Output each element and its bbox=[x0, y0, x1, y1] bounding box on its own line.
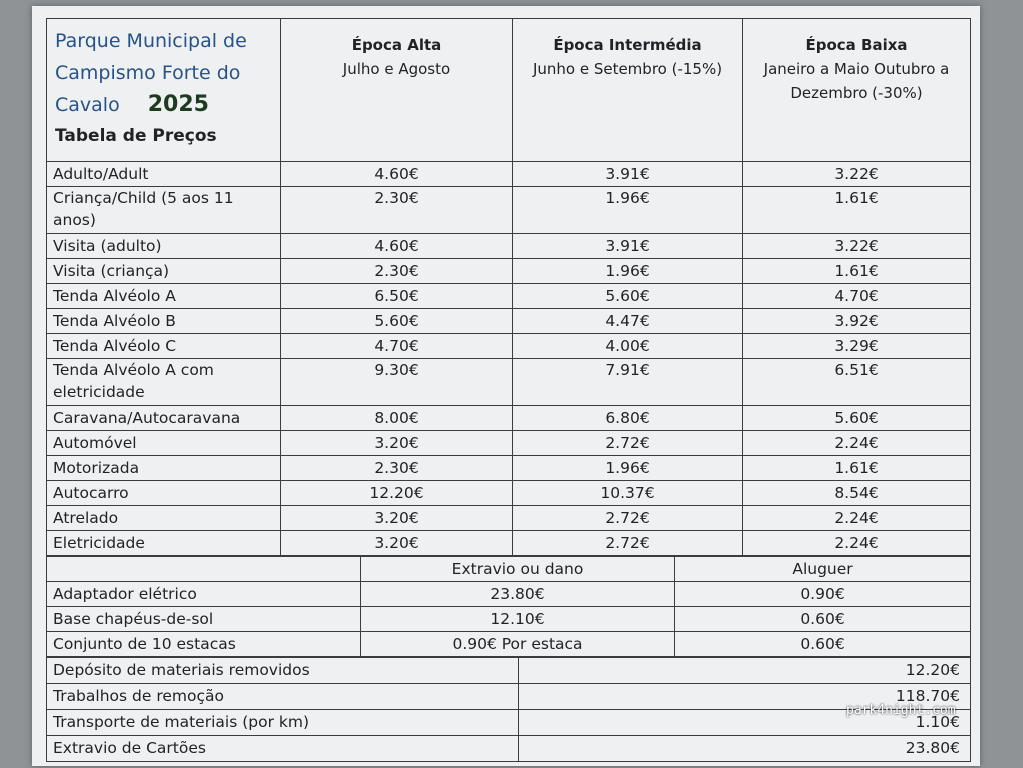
price-alta: 9.30€ bbox=[281, 359, 513, 406]
price-baixa: 3.22€ bbox=[743, 234, 971, 259]
loss-price: 0.90€ Por estaca bbox=[361, 632, 675, 657]
fee-price: 23.80€ bbox=[519, 736, 971, 762]
fee-rows bbox=[47, 658, 971, 762]
rent-price: 0.60€ bbox=[675, 607, 971, 632]
price-baixa: 3.92€ bbox=[743, 309, 971, 334]
item-label: Tenda Alvéolo C bbox=[47, 334, 281, 359]
item-label: Tenda Alvéolo A bbox=[47, 284, 281, 309]
item-label: Adaptador elétrico bbox=[47, 582, 361, 607]
season-name: Época Baixa bbox=[805, 36, 908, 54]
item-label: Automóvel bbox=[47, 431, 281, 456]
price-intermedia: 7.91€ bbox=[513, 359, 743, 406]
item-label: Autocarro bbox=[47, 481, 281, 506]
price-baixa: 2.24€ bbox=[743, 531, 971, 556]
item-label: Visita (adulto) bbox=[47, 234, 281, 259]
table-header-row bbox=[47, 19, 971, 162]
season-header-intermedia bbox=[513, 19, 743, 162]
price-intermedia: 2.72€ bbox=[513, 531, 743, 556]
table-row bbox=[47, 162, 971, 187]
rent-price: 0.60€ bbox=[675, 632, 971, 657]
season-header-baixa bbox=[743, 19, 971, 162]
price-intermedia: 1.96€ bbox=[513, 259, 743, 284]
item-label: Conjunto de 10 estacas bbox=[47, 632, 361, 657]
item-label: Caravana/Autocaravana bbox=[47, 406, 281, 431]
table-row bbox=[47, 406, 971, 431]
price-rows bbox=[47, 162, 971, 556]
price-alta: 3.20€ bbox=[281, 531, 513, 556]
item-label: Depósito de materiais removidos bbox=[47, 658, 519, 684]
price-baixa: 2.24€ bbox=[743, 506, 971, 531]
price-alta: 12.20€ bbox=[281, 481, 513, 506]
table-row bbox=[47, 632, 971, 657]
table-row bbox=[47, 456, 971, 481]
park-name-line-2: Campismo Forte do bbox=[55, 62, 241, 84]
season-header-alta bbox=[281, 19, 513, 162]
price-alta: 5.60€ bbox=[281, 309, 513, 334]
price-alta: 4.60€ bbox=[281, 162, 513, 187]
price-baixa: 6.51€ bbox=[743, 359, 971, 406]
price-baixa: 3.29€ bbox=[743, 334, 971, 359]
price-intermedia: 4.47€ bbox=[513, 309, 743, 334]
price-baixa: 5.60€ bbox=[743, 406, 971, 431]
loss-price: 12.10€ bbox=[361, 607, 675, 632]
rental-header-blank bbox=[47, 557, 361, 582]
table-row bbox=[47, 234, 971, 259]
season-detail: Junho e Setembro (-15%) bbox=[532, 60, 723, 78]
rental-rows bbox=[47, 582, 971, 657]
price-alta: 4.60€ bbox=[281, 234, 513, 259]
price-table-area bbox=[46, 18, 970, 762]
price-intermedia: 2.72€ bbox=[513, 506, 743, 531]
table-row bbox=[47, 658, 971, 684]
price-baixa: 2.24€ bbox=[743, 431, 971, 456]
price-alta: 8.00€ bbox=[281, 406, 513, 431]
price-baixa: 3.22€ bbox=[743, 162, 971, 187]
price-baixa: 1.61€ bbox=[743, 259, 971, 284]
price-table-subtitle: Tabela de Preços bbox=[55, 126, 217, 146]
price-alta: 4.70€ bbox=[281, 334, 513, 359]
price-intermedia: 1.96€ bbox=[513, 187, 743, 234]
price-intermedia: 5.60€ bbox=[513, 284, 743, 309]
season-detail: Julho e Agosto bbox=[342, 60, 451, 78]
rent-header: Aluguer bbox=[675, 557, 971, 582]
rental-table bbox=[46, 556, 971, 657]
price-intermedia: 2.72€ bbox=[513, 431, 743, 456]
fee-price: 1.10€ bbox=[519, 710, 971, 736]
fee-price: 12.20€ bbox=[519, 658, 971, 684]
table-row bbox=[47, 187, 971, 234]
price-alta: 3.20€ bbox=[281, 506, 513, 531]
watermark: park4night.com bbox=[846, 703, 956, 718]
season-name: Época Alta bbox=[351, 36, 442, 54]
item-label: Tenda Alvéolo A com eletricidade bbox=[47, 359, 281, 406]
item-label: Motorizada bbox=[47, 456, 281, 481]
item-label: Visita (criança) bbox=[47, 259, 281, 284]
table-row bbox=[47, 607, 971, 632]
season-detail: Janeiro a Maio Outubro a Dezembro (-30%) bbox=[763, 60, 950, 102]
table-row bbox=[47, 309, 971, 334]
table-row bbox=[47, 736, 971, 762]
table-row bbox=[47, 531, 971, 556]
price-intermedia: 3.91€ bbox=[513, 234, 743, 259]
rent-price: 0.90€ bbox=[675, 582, 971, 607]
table-row bbox=[47, 284, 971, 309]
loss-header: Extravio ou dano bbox=[361, 557, 675, 582]
rental-header-row bbox=[47, 557, 971, 582]
price-intermedia: 10.37€ bbox=[513, 481, 743, 506]
item-label: Base chapéus-de-sol bbox=[47, 607, 361, 632]
park-name-line-3: Cavalo bbox=[55, 94, 120, 116]
year-label: 2025 bbox=[147, 92, 209, 117]
loss-price: 23.80€ bbox=[361, 582, 675, 607]
item-label: Criança/Child (5 aos 11 anos) bbox=[47, 187, 281, 234]
price-intermedia: 4.00€ bbox=[513, 334, 743, 359]
fee-price: 118.70€ bbox=[519, 684, 971, 710]
price-alta: 2.30€ bbox=[281, 456, 513, 481]
table-row bbox=[47, 431, 971, 456]
item-label: Transporte de materiais (por km) bbox=[47, 710, 519, 736]
table-row bbox=[47, 582, 971, 607]
fee-table bbox=[46, 657, 971, 762]
item-label: Tenda Alvéolo B bbox=[47, 309, 281, 334]
table-row bbox=[47, 359, 971, 406]
table-row bbox=[47, 334, 971, 359]
title-cell bbox=[47, 19, 281, 162]
park-name-line-1: Parque Municipal de bbox=[55, 30, 247, 52]
season-price-table bbox=[46, 18, 971, 556]
table-row bbox=[47, 710, 971, 736]
price-intermedia: 3.91€ bbox=[513, 162, 743, 187]
price-alta: 3.20€ bbox=[281, 431, 513, 456]
price-alta: 2.30€ bbox=[281, 187, 513, 234]
season-name: Época Intermédia bbox=[553, 36, 702, 54]
table-row bbox=[47, 684, 971, 710]
item-label: Eletricidade bbox=[47, 531, 281, 556]
price-baixa: 8.54€ bbox=[743, 481, 971, 506]
price-alta: 2.30€ bbox=[281, 259, 513, 284]
table-row bbox=[47, 481, 971, 506]
item-label: Extravio de Cartões bbox=[47, 736, 519, 762]
price-intermedia: 1.96€ bbox=[513, 456, 743, 481]
item-label: Adulto/Adult bbox=[47, 162, 281, 187]
price-sheet bbox=[32, 6, 980, 766]
item-label: Trabalhos de remoção bbox=[47, 684, 519, 710]
price-baixa: 1.61€ bbox=[743, 187, 971, 234]
price-intermedia: 6.80€ bbox=[513, 406, 743, 431]
price-baixa: 1.61€ bbox=[743, 456, 971, 481]
item-label: Atrelado bbox=[47, 506, 281, 531]
price-baixa: 4.70€ bbox=[743, 284, 971, 309]
table-row bbox=[47, 259, 971, 284]
table-row bbox=[47, 506, 971, 531]
price-alta: 6.50€ bbox=[281, 284, 513, 309]
